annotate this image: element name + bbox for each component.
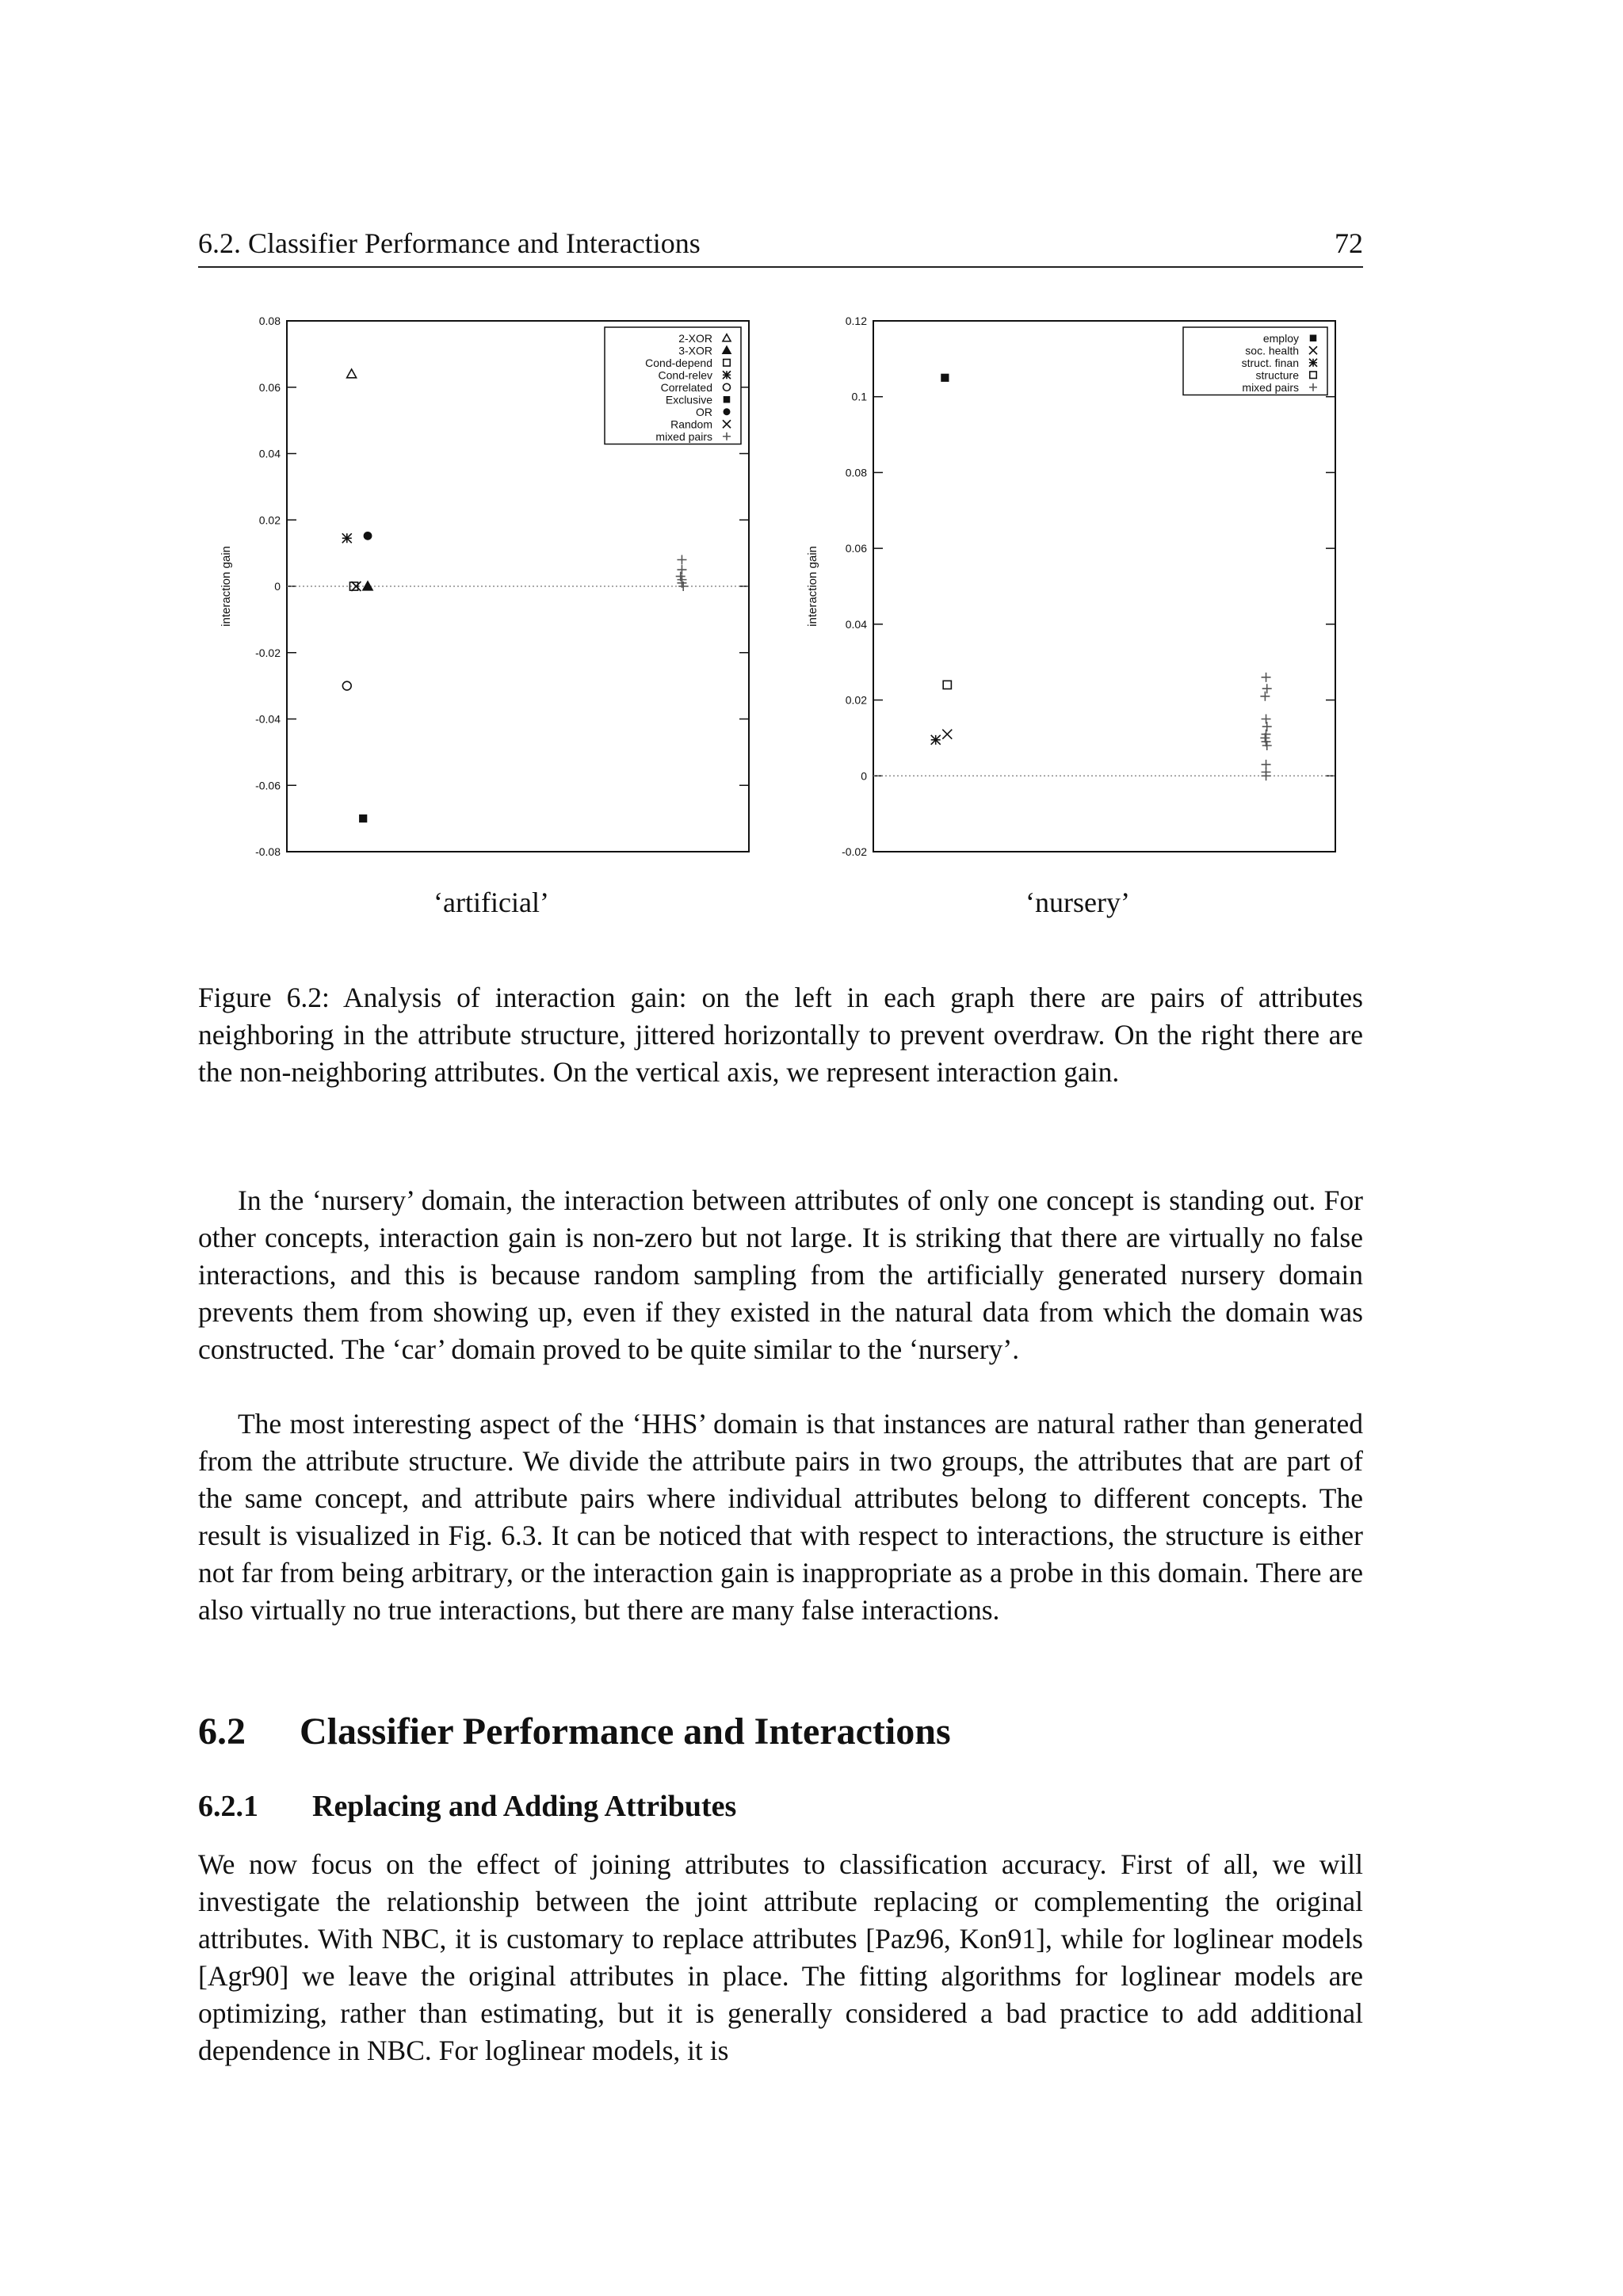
nursery-legend-label-soc-health: soc. health (1245, 344, 1299, 357)
artificial-legend-label-2-xor: 2-XOR (678, 331, 712, 345)
artificial-point-2-xor (347, 369, 357, 378)
body-paragraph-2: The most interesting aspect of the ‘HHS’ domain is that instances are natural rather than generated from the attribute structure. We divide the attribute pairs in two groups, the attributes that are part of the same concept, and attribute pairs where individual attributes belong to different concepts. The result is visualized in Fig. 6.3. It can be noticed that with respect to interactions, the structure is either not far from being arbitrary, or the interaction gain is inappropriate as a probe in this domain. There are also virtually no true interactions, but there are many false interactions. (198, 1408, 1363, 1626)
page-number: 72 (1335, 227, 1363, 259)
nursery-ytick-label: 0.1 (851, 390, 867, 403)
artificial-point-cond-relev (342, 533, 352, 543)
artificial-chart-svg (214, 313, 769, 868)
artificial-point-correlated (342, 681, 351, 690)
artificial-ytick-label: -0.06 (255, 779, 281, 792)
artificial-y-axis-label: interaction gain (220, 546, 233, 627)
artificial-ytick-label: 0.02 (258, 513, 281, 527)
nursery-point-mixed-pairs (1262, 722, 1272, 731)
artificial-point-mixed-pairs (677, 555, 686, 565)
artificial-ytick-label: 0.06 (258, 380, 281, 394)
section-number: 6.2 (198, 1711, 246, 1753)
nursery-legend-label-employ: employ (1262, 331, 1299, 345)
figure-caption: Figure 6.2: Analysis of interaction gain: on the left in each graph there are pairs of attributes neighboring in the attribute structure, jittered horizontally to prevent overdraw. On the right there are the non-neighboring attributes. On the vertical axis, we represent interaction gain. (198, 982, 1363, 1088)
nursery-ytick-label: 0.02 (845, 693, 867, 707)
nursery-legend-marker-employ (1310, 335, 1317, 342)
artificial-ytick-label: -0.02 (255, 646, 281, 659)
nursery-legend-marker-struct-finan (1309, 359, 1317, 367)
nursery-point-mixed-pairs (1260, 692, 1270, 701)
body-paragraph-3: We now focus on the effect of joining attributes to classification accuracy. First of all, we will investigate the relationship between the joint attribute replacing or complementing the original attributes. With NBC, it is customary to replace attributes [Paz96, Kon91], while for loglinear models [Agr90] we leave the original attributes in place. The fitting algorithms for loglinear models are optimizing, rather than estimating, but it is generally considered a bad practice to add additional dependence in NBC. For loglinear models, it is (198, 1848, 1363, 2066)
artificial-ytick-label: -0.08 (255, 845, 281, 858)
artificial-legend-label-3-xor: 3-XOR (678, 344, 712, 357)
artificial-point-exclusive (359, 814, 367, 822)
nursery-ytick-label: 0.12 (845, 315, 867, 327)
nursery-point-mixed-pairs (1262, 715, 1271, 724)
body-paragraph-1: In the ‘nursery’ domain, the interaction between attributes of only one concept is standing out. For other concepts, interaction gain is non-zero but not large. It is striking that there are virtually no false interactions, and this is because random sampling from the artificially generated nursery domain prevents them from showing up, even if they existed in the natural data from which the domain was constructed. The ‘car’ domain proved to be quite similar to the ‘nursery’. (198, 1184, 1363, 1365)
artificial-point-or (364, 532, 372, 540)
artificial-ytick-label: 0.08 (258, 315, 281, 327)
nursery-point-mixed-pairs (1262, 684, 1272, 693)
nursery-y-axis-label: interaction gain (806, 546, 819, 627)
subsection-heading (198, 1789, 736, 1824)
nursery-chart-label: ‘nursery’ (1025, 887, 1130, 918)
nursery-legend-label-mixed-pairs: mixed pairs (1242, 380, 1299, 394)
artificial-legend-label-exclusive: Exclusive (665, 393, 712, 406)
subsection-title: Replacing and Adding Attributes (312, 1790, 737, 1823)
nursery-legend-label-struct-finan: struct. finan (1241, 356, 1299, 369)
nursery-ytick-label: 0.04 (845, 617, 867, 631)
artificial-legend-label-correlated: Correlated (660, 380, 712, 394)
section-heading (198, 1710, 951, 1753)
artificial-legend-label-cond-depend: Cond-depend (645, 356, 712, 369)
nursery-point-employ (941, 374, 949, 382)
artificial-legend-label-or: OR (696, 405, 712, 418)
artificial-legend-marker-cond-relev (723, 371, 731, 379)
nursery-legend-label-structure: structure (1255, 368, 1299, 382)
artificial-point-mixed-pairs (677, 565, 686, 574)
nursery-point-struct-finan (931, 735, 941, 745)
nursery-ytick-label: 0 (861, 769, 867, 783)
artificial-ytick-label: 0.04 (258, 447, 281, 460)
artificial-legend-label-cond-relev: Cond-relev (658, 368, 712, 382)
artificial-chart (214, 313, 769, 868)
artificial-legend-marker-or (724, 408, 731, 415)
nursery-ytick-label: 0.06 (845, 542, 867, 555)
nursery-point-mixed-pairs (1262, 673, 1271, 682)
nursery-point-structure (943, 681, 951, 688)
artificial-legend-marker-exclusive (724, 396, 731, 403)
artificial-ytick-label: 0 (274, 580, 281, 593)
running-header-section: 6.2. Classifier Performance and Interactions (198, 227, 701, 259)
running-header (198, 227, 1363, 268)
artificial-chart-label: ‘artificial’ (433, 887, 549, 918)
artificial-ytick-label: -0.04 (255, 712, 281, 726)
nursery-ytick-label: 0.08 (845, 466, 867, 479)
nursery-point-soc-health (942, 730, 952, 739)
subsection-number: 6.2.1 (198, 1790, 258, 1823)
artificial-legend-label-random: Random (670, 418, 712, 431)
nursery-chart (800, 313, 1355, 868)
section-title: Classifier Performance and Interactions (300, 1711, 951, 1753)
nursery-ytick-label: -0.02 (842, 845, 867, 858)
nursery-chart-svg (800, 313, 1355, 868)
artificial-legend-label-mixed-pairs: mixed pairs (655, 429, 712, 443)
